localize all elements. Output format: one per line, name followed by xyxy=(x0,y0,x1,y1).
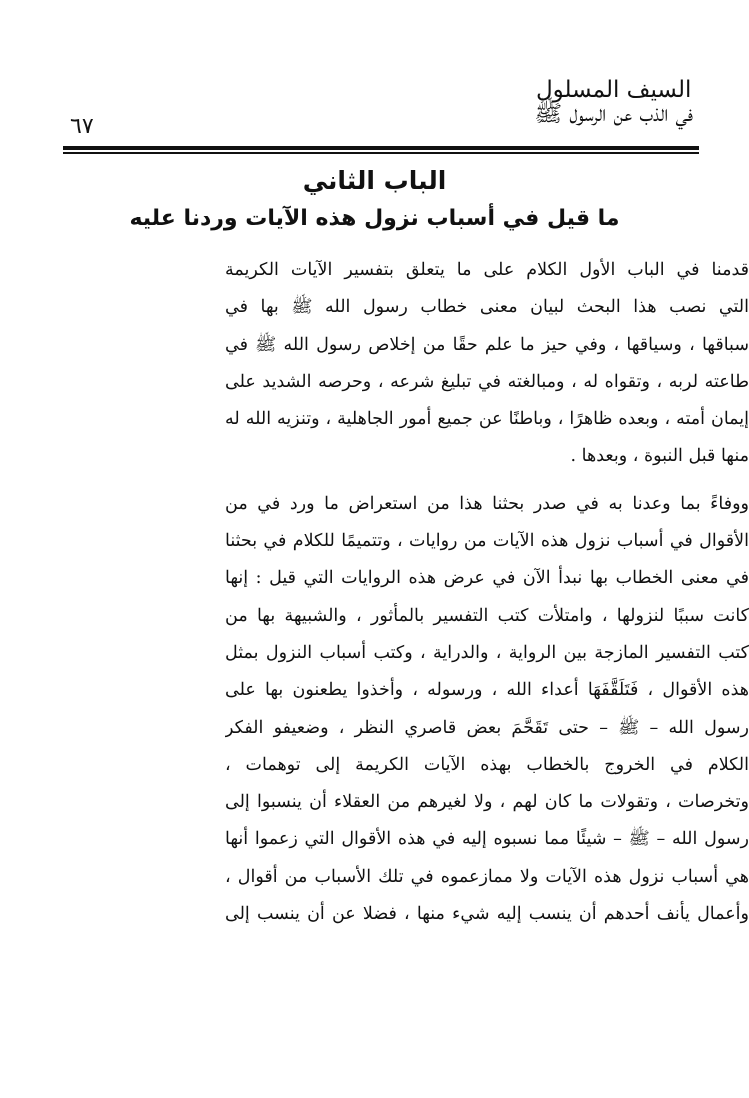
text-line: التي نصب هذا البحث لبيان معنى خطاب رسول الله ﷺ بها في xyxy=(225,297,749,318)
section-heading: ما قيل في أسباب نزول هذه الآيات وردنا عليه xyxy=(129,206,620,231)
text-line: وأعمال يأنف أحدهم أن ينسب إليه شيء منها ، فضلا عن أن ينسب إلى xyxy=(225,904,749,925)
paragraph-gap xyxy=(225,476,749,486)
book-title-line-2: في الذب عن الرسول ﷺ xyxy=(534,101,693,128)
text-line: في معنى الخطاب بها نبدأ الآن في عرض هذه الروايات التي قيل : إنها xyxy=(225,568,749,589)
body-text xyxy=(225,252,749,933)
text-line: كتب التفسير المازجة بين الرواية ، والدراية ، وكتب أسباب النزول بمثل xyxy=(225,642,749,663)
text-line: كانت سببًا لنزولها ، وامتلأت كتب التفسير بالمأثور ، والشبيهة بها من xyxy=(225,605,749,626)
header-rule-thick xyxy=(63,146,699,150)
running-header xyxy=(70,78,693,142)
text-line: ووفاءً بما وعدنا به في صدر بحثنا هذا من استعراض ما ورد في من xyxy=(225,493,749,514)
text-line: منها قبل النبوة ، وبعدها . xyxy=(570,446,749,467)
text-line: رسول الله – ﷺ – حتى تَقَحَّمَ بعض قاصري النظر ، وضعيفو الفكر xyxy=(225,717,749,738)
book-title xyxy=(534,78,693,126)
page-number: ٦٧ xyxy=(70,114,94,139)
text-line: وتخرصات ، وتقولات ما كان لهم ، ولا لغيرهم من العقلاء أن ينسبوا إلى xyxy=(225,792,749,813)
header-rule-thin xyxy=(63,152,699,154)
chapter-heading: الباب الثاني xyxy=(302,166,447,195)
text-line: طاعته لربه ، وتقواه له ، ومبالغته في تبليغ شرعه ، وحرصه الشديد على xyxy=(225,371,749,392)
text-line: الأقوال في أسباب نزول هذه الآيات من روايات ، وتتميمًا للكلام في بحثنا xyxy=(225,531,749,552)
text-line: الكلام في الخروج بالخطاب بهذه الآيات الكريمة إلى توهمات ، xyxy=(225,754,749,775)
text-line: سباقها ، وسياقها ، وفي حيز ما علم حقًا من إخلاص رسول الله ﷺ في xyxy=(225,334,749,355)
text-line: هي أسباب نزول هذه الآيات ولا ممازعموه في تلك الأسباب من أقوال ، xyxy=(225,866,749,887)
text-line: قدمنا في الباب الأول الكلام على ما يتعلق بتفسير الآيات الكريمة xyxy=(225,260,749,280)
text-line: رسول الله – ﷺ – شيئًا مما نسبوه إليه في هذه الأقوال التي زعموا أنها xyxy=(225,829,749,850)
paragraph-1 xyxy=(225,252,749,476)
paragraph-2 xyxy=(225,486,749,934)
text-line: هذه الأقوال ، فَتَلَقَّفَهَا أعداء الله ، ورسوله ، وأخذوا يطعنون بها على xyxy=(225,680,749,701)
text-line: إيمان أمته ، وبعده ظاهرًا ، وباطنًا عن جميع أمور الجاهلية ، وتنزيه الله له xyxy=(225,409,749,430)
book-title-line-1: السيف المسلول xyxy=(535,77,692,103)
